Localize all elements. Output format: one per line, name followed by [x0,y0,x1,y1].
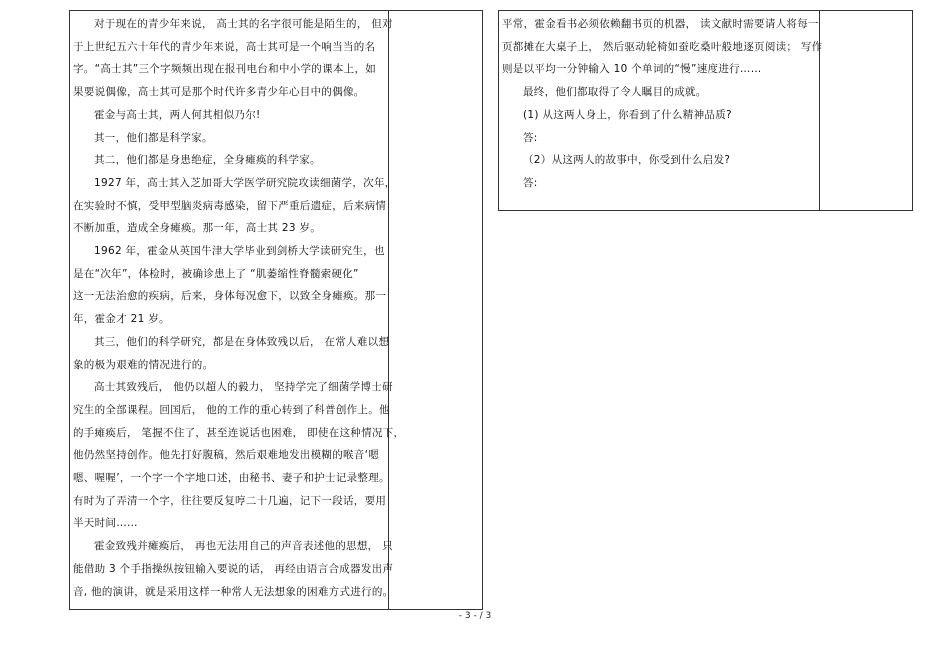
left-table [69,10,483,610]
paragraph-line: 音, 他的演讲，就是采用这样一种常人无法想象的困难方式进行的。 [73,585,394,598]
paragraph-line: 1927 年，高士其入芝加哥大学医学研究院攻读细菌学，次年， [94,176,396,189]
page-footer: - 3 - / 3 [458,611,492,621]
paragraph-line: 平常，霍金看书必须依赖翻书页的机器， 读文献时需要请人将每一 [502,18,819,30]
paragraph-line: 半天时间…… [73,517,138,530]
right-table [498,10,913,211]
paragraph-line: 这一无法治愈的疾病，后来，身体每况愈下，以致全身瘫痪。那一 [73,290,387,303]
paragraph-line: 是在“次年”，体检时，被确诊患上了 “肌萎缩性脊髓索硬化” [73,267,359,280]
paragraph-line: 象的极为艰难的情况进行的。 [73,358,214,371]
paragraph-line: 果要说偶像，高士其可是那个时代许多青少年心目中的偶像。 [73,86,365,99]
paragraph-line: 有时为了弄清一个字，往往要反复哼二十几遍，记下一段话，要用 [73,494,387,507]
paragraph-line: 究生的全部课程。回国后， 他的工作的重心转到了科普创作上。他 [73,403,390,416]
paragraph-line: 的手瘫痪后， 笔握不住了，甚至连说话也困难， 即使在这种情况下， [73,426,405,439]
paragraph-line: 对于现在的青少年来说， 高士其的名字很可能是陌生的， 但对 [94,18,393,30]
paragraph-line: 能借助 3 个手指操纵按钮输入要说的话， 再经由语言合成器发出声 [73,562,394,575]
paragraph-line: 不断加重，造成全身瘫痪。那一年，高士其 23 岁。 [73,222,322,235]
paragraph-line: 霍金与高士其，两人何其相似乃尔! [94,108,261,121]
paragraph-line: 于上世纪五六十年代的青少年来说，高士其可是一个响当当的名 [73,40,376,53]
paragraph-line: 则是以平均一分钟输入 10 个单词的“慢”速度进行…… [502,63,762,76]
paragraph-line: 字。“高士其”三个字频频出现在报刊电台和中小学的课本上，如 [73,63,377,76]
right-content-cell [499,13,823,195]
paragraph-line: 最终，他们都取得了令人瞩目的成就。 [523,86,707,99]
paragraph-line: 年，霍金才 21 岁。 [73,313,170,326]
paragraph-line: 他仍然坚持创作。他先打好腹稿，然后艰难地发出模糊的喉音‘嗯 [73,449,380,462]
paragraph-line: 高士其致残后， 他仍以超人的毅力， 坚持学完了细菌学博士研 [94,381,393,394]
paragraph-line: 1962 年，霍金从英国牛津大学毕业到剑桥大学读研究生，也 [94,245,385,258]
paragraph-line: 答: [523,176,538,189]
left-table-divider [388,11,389,609]
paragraph-line: （2）从这两人的故事中，你受到什么启发? [523,154,731,167]
paragraph-line: 其二，他们都是身患绝症，全身瘫痪的科学家。 [94,154,321,167]
paragraph-line: 霍金致残并瘫痪后， 再也无法用自己的声音表述他的思想， 只 [94,540,393,553]
paragraph-line: 嗯、喔喔’，一个字一个字地口述，由秘书、妻子和护士记录整理。 [73,472,390,485]
paragraph-line: 答: [523,131,538,144]
paragraph-line: 其三，他们的科学研究，都是在身体致残以后， 在常人难以想 [94,335,390,348]
paragraph-line: (1) 从这两人身上，你看到了什么精神品质? [523,108,732,121]
left-content-cell [70,13,405,603]
paragraph-line: 页都摊在大桌子上， 然后驱动轮椅如蚕吃桑叶般地逐页阅读； 写作 [502,40,823,53]
paragraph-line: 其一，他们都是科学家。 [94,131,213,144]
paragraph-line: 在实验时不慎，受甲型脑炎病毒感染，留下严重后遗症，后来病情 [73,199,387,212]
